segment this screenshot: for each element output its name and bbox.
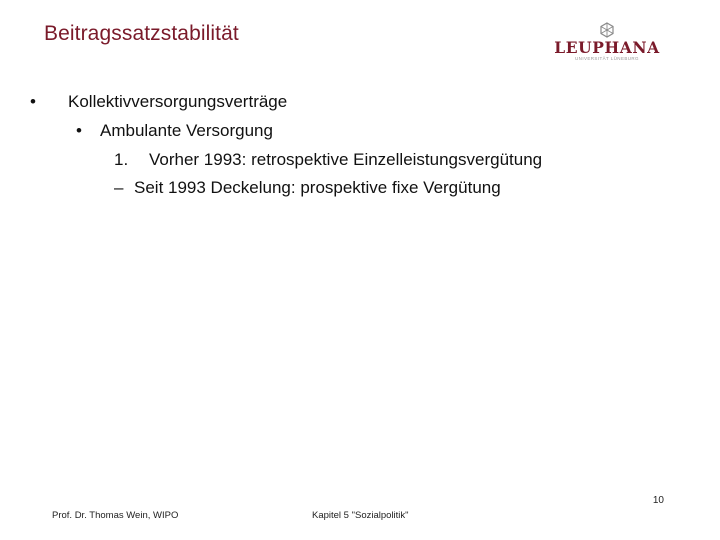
- bullet-text: Ambulante Versorgung: [100, 121, 273, 140]
- bullet-text: Kollektivversorgungsverträge: [68, 92, 288, 111]
- page-number: 10: [652, 495, 664, 506]
- logo-subtitle: UNIVERSITÄT LÜNEBURG: [575, 56, 639, 61]
- footer-author: Prof. Dr. Thomas Wein, WIPO: [52, 510, 179, 521]
- footer-chapter: Kapitel 5 "Sozialpolitik": [312, 510, 409, 521]
- number-marker: 1.: [114, 150, 129, 169]
- leuphana-logo: [548, 22, 666, 62]
- bullet-marker: •: [30, 92, 36, 111]
- logo-wordmark: LEUPHANA: [554, 38, 660, 57]
- item-text: Seit 1993 Deckelung: prospektive fixe Vergütung: [134, 178, 501, 197]
- dash-marker: –: [114, 178, 124, 197]
- bullet-marker: •: [76, 121, 82, 140]
- item-text: Vorher 1993: retrospektive Einzelleistungsvergütung: [149, 150, 543, 169]
- slide-title: Beitragssatzstabilität: [44, 22, 239, 45]
- logo-mark-icon: [599, 22, 615, 38]
